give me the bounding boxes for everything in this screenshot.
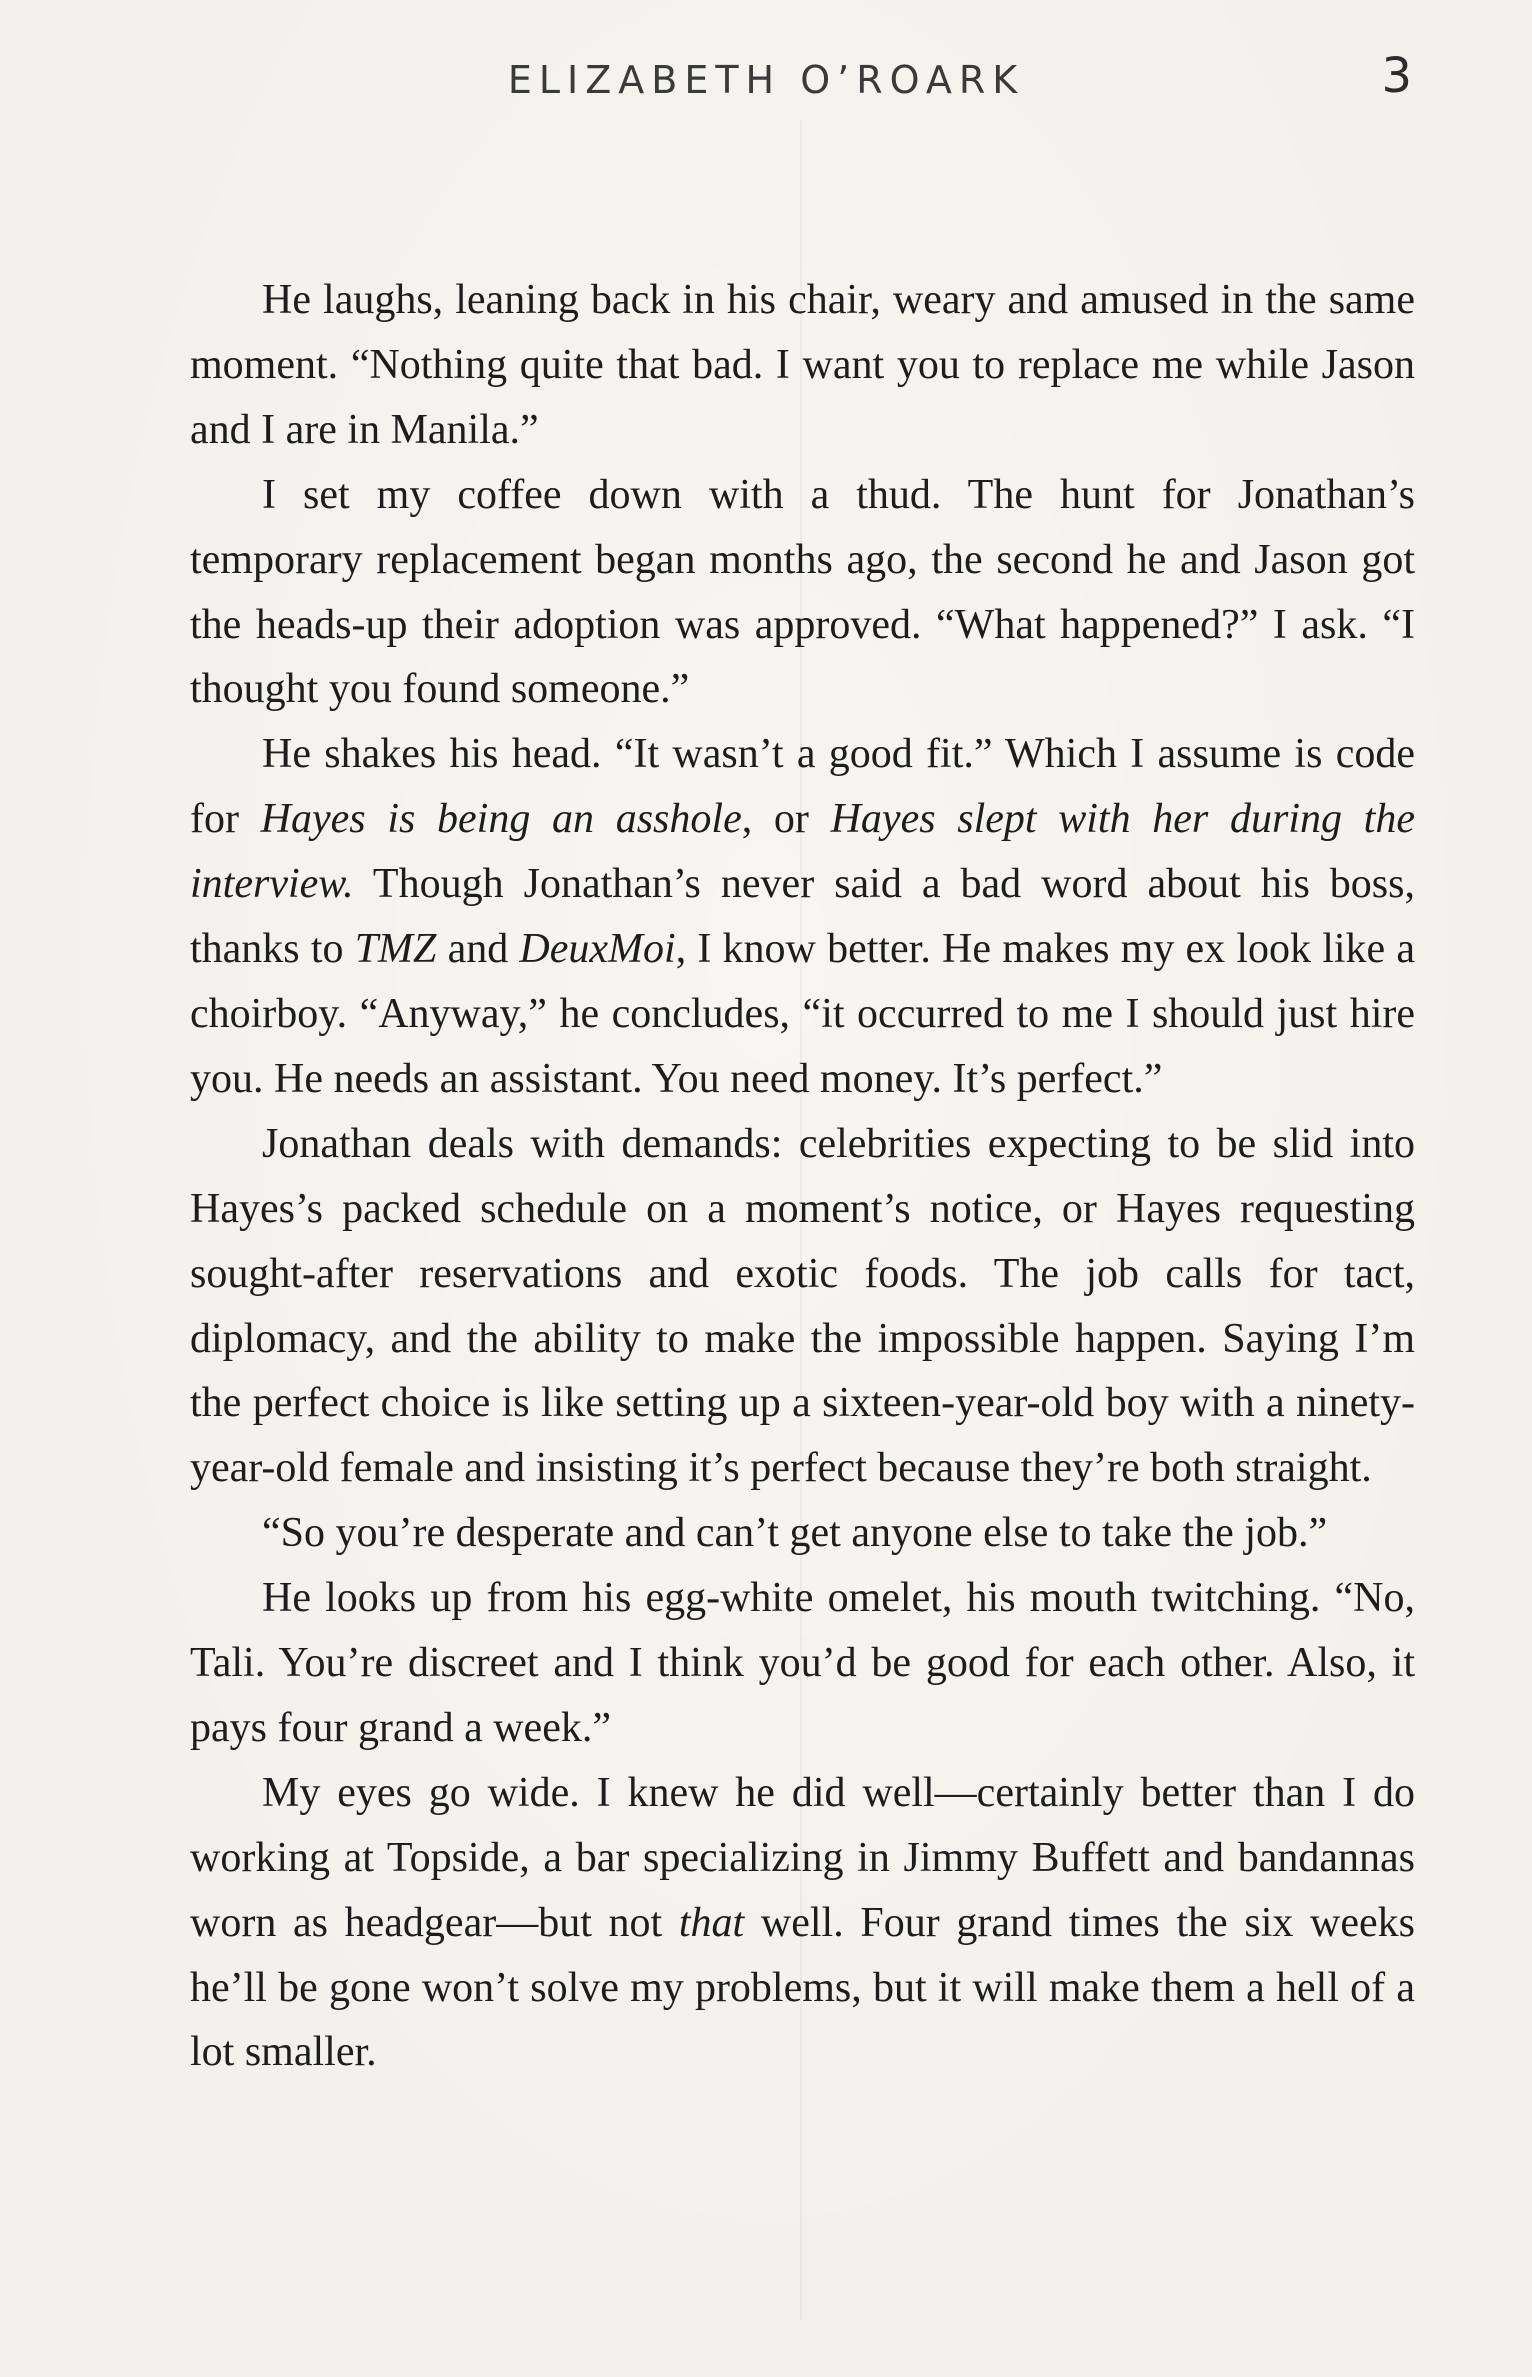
italic-text: Hayes is being an asshole [260, 796, 742, 843]
text-segment: I set my coffee down with a thud. The hunt for Jonathan’s temporary replacement began months ago, the second he and Jason got the heads-up their adoption was approved. “What happened?” I ask. “I thought you found someone.” [190, 471, 1415, 713]
italic-text: DeuxMoi [519, 926, 676, 973]
running-head: ELIZABETH O’ROARK [507, 58, 1025, 102]
page-number: 3 [1381, 48, 1412, 104]
text-segment: He shakes his head. “It wasn’t a good fit.” Which I assume is code for [190, 731, 1415, 843]
text-segment: He looks up from his egg-white omelet, his mouth twitching. “No, Tali. You’re discreet and I think you’d be good for each other. Also, it pays four grand a week.” [190, 1575, 1415, 1751]
paragraph [190, 1112, 1415, 1501]
text-segment: and [436, 926, 520, 973]
paragraph [190, 1761, 1415, 2086]
text-segment: “So you’re desperate and can’t get anyone else to take the job.” [262, 1510, 1328, 1557]
text-segment: , or [741, 796, 831, 843]
page-header [0, 48, 1532, 108]
paragraph [190, 1566, 1415, 1761]
body-text [190, 268, 1415, 2085]
paragraph [190, 463, 1415, 723]
paragraph [190, 1501, 1415, 1566]
text-segment: Jonathan deals with demands: celebrities expecting to be slid into Hayes’s packed schedule on a moment’s notice, or Hayes requesting sought-after reservations and exotic foods. The job calls for tact, diplomacy, and the ability to make the impossible happen. Saying I’m the perfect choice is like setting up a sixteen-year-old boy with a ninety-year-old female and insisting it’s perfect because they’re both straight. [190, 1120, 1415, 1492]
text-segment: He laughs, leaning back in his chair, weary and amused in the same moment. “Nothing quite that bad. I want you to replace me while Jason and I are in Manila.” [190, 277, 1415, 453]
text-segment: Though Jonathan’s never said a bad word about his boss, thanks to [190, 861, 1415, 973]
paragraph [190, 722, 1415, 1111]
italic-text: Hayes slept with her during the interview. [190, 796, 1415, 908]
italic-text: that [678, 1899, 745, 1946]
paragraph [190, 268, 1415, 463]
text-segment: My eyes go wide. I knew he did well—certainly better than I do working at Topside, a bar specializing in Jimmy Buffett and bandannas worn as headgear—but not [190, 1769, 1415, 1946]
text-segment: , I know better. He makes my ex look like a choirboy. “Anyway,” he concludes, “it occurred to me I should just hire you. He needs an assistant. You need money. It’s perfect.” [190, 926, 1415, 1102]
italic-text: TMZ [354, 926, 437, 973]
text-segment: well. Four grand times the six weeks he’ll be gone won’t solve my problems, but it will make them a hell of a lot smaller. [190, 1899, 1415, 2076]
